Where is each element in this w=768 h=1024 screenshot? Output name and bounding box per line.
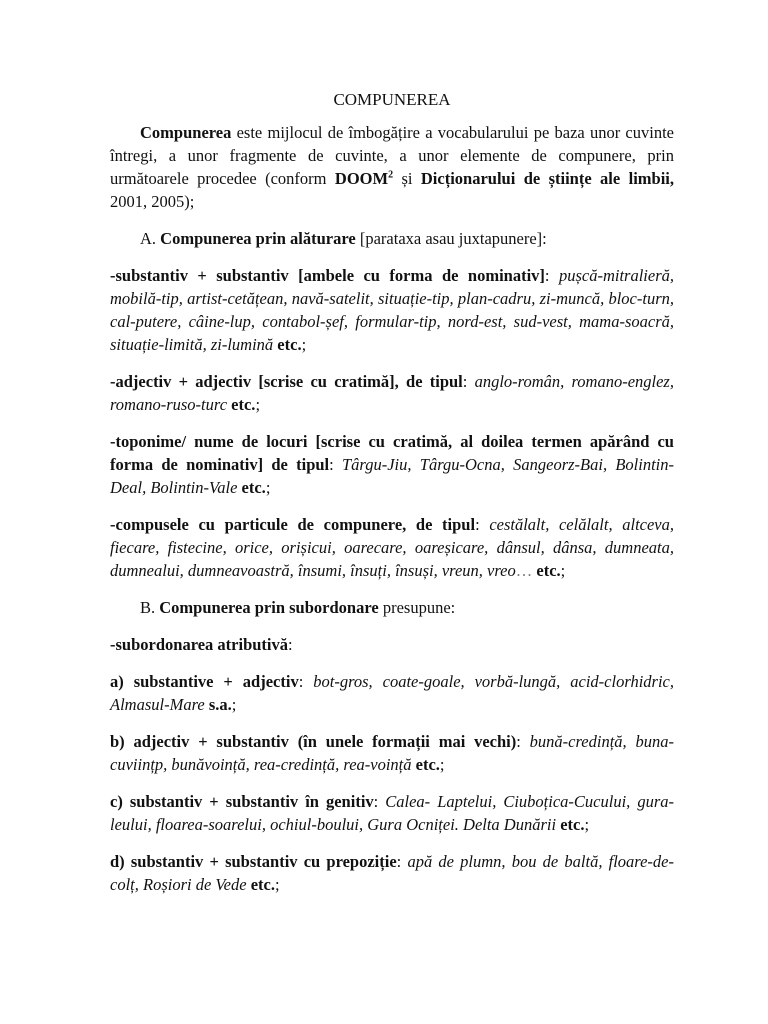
intro-text-3: 2001, 2005); — [110, 192, 195, 211]
rule-examples: cestălalt, celălalt, altceva, fiecare, fistecine, orice, orișicui, oarecare, oareșicare, dânsul, dânsa, dumneata, dumnealui, dumneavoastră, însumi, însuți, însuși, vreun, vreo — [110, 515, 675, 580]
rule-end: ; — [265, 478, 271, 497]
rule-etc: etc. — [227, 395, 256, 414]
rule-colon: : — [329, 455, 342, 474]
rule-particule — [110, 513, 674, 582]
rule-end: ; — [255, 395, 261, 414]
intro-paragraph — [110, 121, 674, 213]
rule-label: -toponime/ nume de locuri [scrise cu cratimă, al doilea termen apărând cu forma de nominativ] de tipul — [110, 432, 674, 474]
rule-colon: : — [544, 266, 559, 285]
rule-toponime — [110, 430, 674, 499]
intro-text-2: și — [393, 169, 421, 188]
rule-colon: : — [298, 672, 314, 691]
rule-end: : — [288, 635, 293, 654]
section-b-title: Compunerea prin subordonare — [159, 598, 379, 617]
rule-examples: anglo-român, romano-englez, romano-ruso-turc — [110, 372, 674, 414]
rule-adjectiv-adjectiv — [110, 370, 674, 416]
dictionary-reference: Dicționarului de științe ale limbii, — [420, 169, 674, 188]
rule-colon: : — [396, 852, 408, 871]
rule-colon: : — [475, 515, 490, 534]
rule-end: ; — [301, 335, 307, 354]
rule-etc: etc. — [411, 755, 440, 774]
rule-adjectiv-substantiv — [110, 730, 674, 776]
doom-superscript: 2 — [388, 169, 394, 181]
rule-examples: pușcă-mitralieră, mobilă-tip, artist-cetățean, navă-satelit, situație-tip, plan-cadru, zi-muncă, bloc-turn, cal-putere, câine-lup, contabol-șef, formular-tip, nord-est, sud-vest, mama-soacră, situație-limită, zi-lumină — [110, 266, 674, 354]
rule-examples: bot-gros, coate-goale, vorbă-lungă, acid-clorhidric, Almasul-Mare — [110, 672, 674, 714]
rule-examples: Târgu-Jiu, Târgu-Ocna, Sangeorz-Bai, Bolintin-Deal, Bolintin-Vale — [110, 455, 675, 497]
rule-colon: : — [516, 732, 530, 751]
rule-label: -subordonarea atributivă — [110, 635, 289, 654]
rule-colon: : — [462, 372, 475, 391]
rule-etc: etc. — [237, 478, 266, 497]
rule-examples: apă de plumn, bou de baltă, floare-de-colț, Roșiori de Vede — [110, 852, 674, 894]
rule-label: d) substantiv + substantiv cu prepoziție — [110, 852, 397, 871]
section-a-rest: [parataxa asau juxtapunere]: — [355, 229, 547, 248]
document-title: COMPUNEREA — [333, 90, 451, 109]
rule-colon: : — [373, 792, 386, 811]
section-b-heading — [110, 596, 674, 619]
section-a-heading — [110, 227, 674, 250]
rule-substantive-adjectiv — [110, 670, 674, 716]
rule-examples: Calea- Laptelui, Ciuboțica-Cucului, gura-leului, floarea-soarelui, ochiul-boului, Gura Ocniței. Delta Dunării — [110, 792, 674, 834]
section-b-rest: presupune: — [378, 598, 456, 617]
rule-label: -compusele cu particule de compunere, de tipul — [110, 515, 476, 534]
intro-text-1: este mijlocul de îmbogățire a vocabularului pe baza unor cuvinte întregi, a unor fragmente de cuvinte, a unor elemente de compunere, prin următoarele procedee (conform — [110, 123, 674, 188]
rule-label: c) substantiv + substantiv în genitiv — [110, 792, 374, 811]
rule-substantiv-substantiv — [110, 264, 674, 356]
rule-label: b) adjectiv + substantiv (în unele formații mai vechi) — [110, 732, 517, 751]
rule-label: -substantiv + substantiv [ambele cu forma de nominativ] — [110, 266, 545, 285]
rule-end: ; — [231, 695, 237, 714]
intro-term: Compunerea — [140, 123, 232, 142]
rule-etc: etc. — [532, 561, 561, 580]
doom-reference: DOOM — [334, 169, 389, 188]
subordonare-atributiva — [110, 633, 674, 656]
rule-end: ; — [274, 875, 280, 894]
rule-etc: etc. — [556, 815, 585, 834]
section-b-prefix: B. — [140, 598, 160, 617]
section-a-title: Compunerea prin alăturare — [160, 229, 356, 248]
section-a-prefix: A. — [140, 229, 161, 248]
rule-label: -adjectiv + adjectiv [scrise cu cratimă], de tipul — [110, 372, 463, 391]
rule-substantiv-genitiv — [110, 790, 674, 836]
rule-end: ; — [560, 561, 566, 580]
rule-etc: etc. — [273, 335, 302, 354]
rule-ellipsis: … — [515, 561, 533, 580]
rule-label: a) substantive + adjectiv — [110, 672, 299, 691]
rule-etc: s.a. — [204, 695, 232, 714]
rule-end: ; — [584, 815, 590, 834]
rule-substantiv-prepozitie — [110, 850, 674, 896]
rule-end: ; — [439, 755, 445, 774]
rule-examples: bună-credință, buna-cuviințp, bunăvoință, rea-credință, rea-voință — [110, 732, 674, 774]
rule-etc: etc. — [246, 875, 275, 894]
